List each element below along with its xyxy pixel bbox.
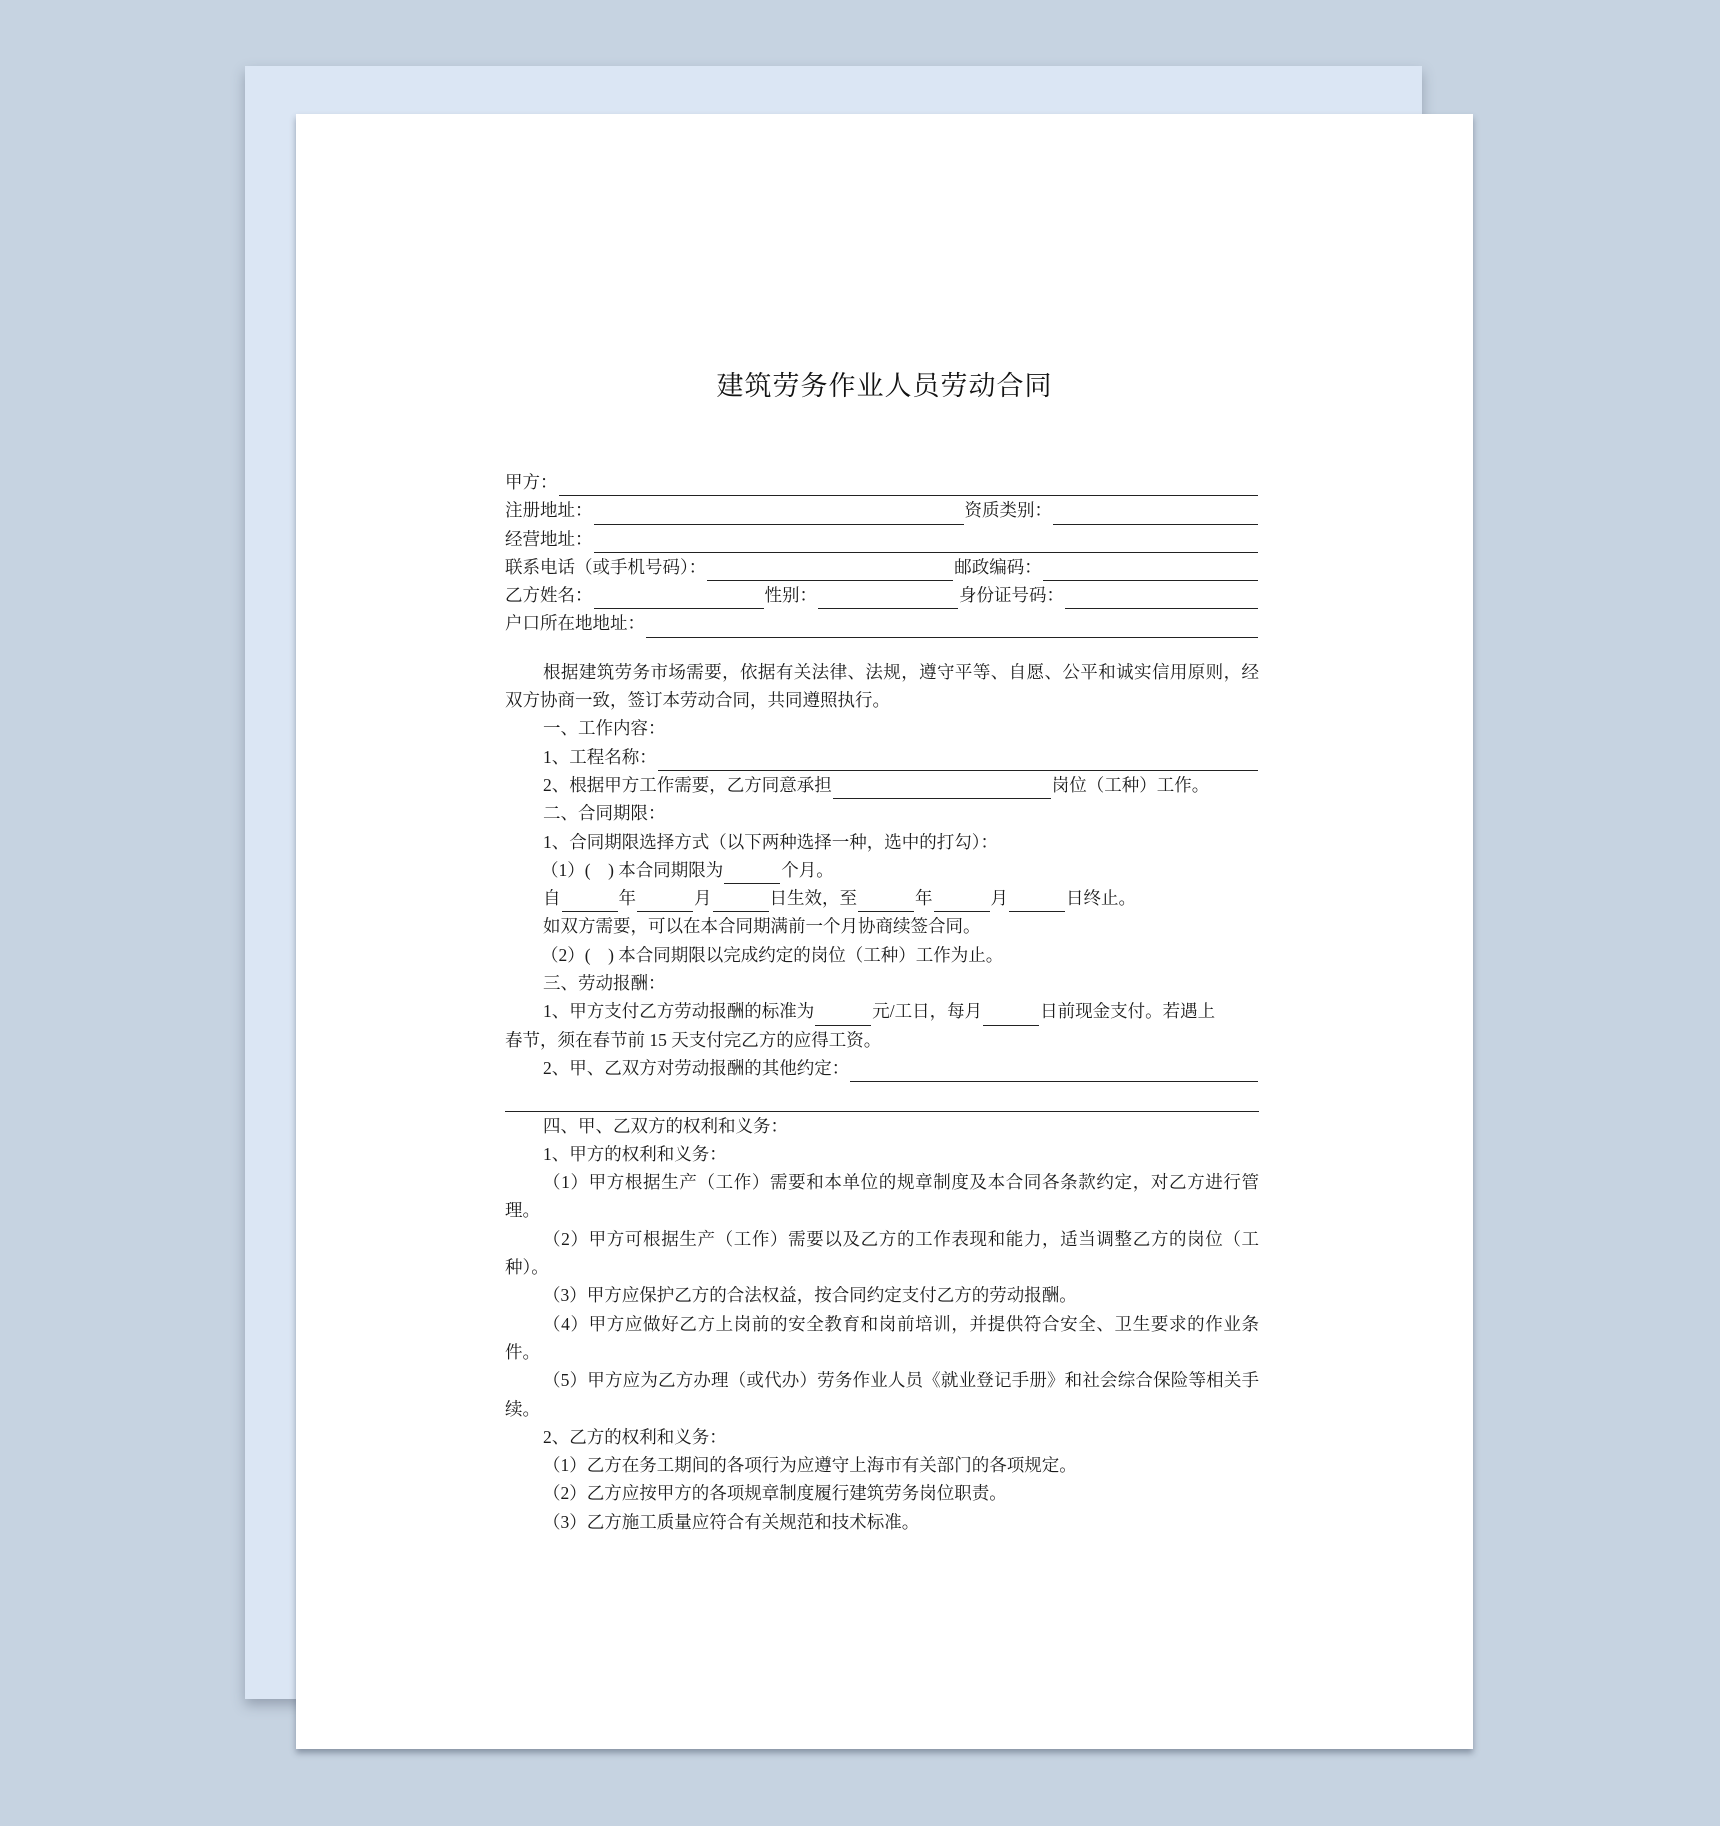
hukou-row [505, 609, 1259, 637]
other-terms-line2[interactable] [505, 1082, 1259, 1111]
wage-unit: 元/工日，每月 [872, 1001, 983, 1022]
hukou-field[interactable] [646, 619, 1258, 638]
project-name-label: 1、工程名称： [543, 746, 657, 767]
party-a-duty: （5）甲方应为乙方办理（或代办）劳务作业人员《就业登记手册》和社会综合保险等相关手续。 [505, 1370, 1259, 1419]
id-number-label: 身份证号码： [959, 585, 1064, 606]
start-year-field[interactable] [562, 893, 618, 912]
id-number-field[interactable] [1065, 590, 1258, 609]
term-dates-row [505, 884, 1259, 912]
phone-label: 联系电话（或手机号码）： [505, 556, 707, 577]
spring-festival-text: 春节，须在春节前 15 天支付完乙方的应得工资。 [505, 1029, 882, 1050]
term-option2: （2）( ) 本合同期限以完成约定的岗位（工种）工作为止。 [541, 944, 1004, 965]
term-months-field[interactable] [724, 865, 780, 884]
project-name-row [505, 743, 1259, 771]
end-day-field[interactable] [1009, 893, 1065, 912]
party-a-duty: （3）甲方应保护乙方的合法权益，按合同约定支付乙方的劳动报酬。 [543, 1285, 1077, 1306]
position-field[interactable] [833, 780, 1051, 799]
hukou-label: 户口所在地地址： [505, 613, 645, 634]
contract-body [505, 468, 1259, 1536]
end-label: 日终止。 [1066, 888, 1136, 909]
reg-address-field[interactable] [594, 506, 964, 525]
term-months-suffix: 个月。 [781, 859, 834, 880]
gender-field[interactable] [818, 590, 958, 609]
party-a-field[interactable] [559, 477, 1259, 496]
party-b-duty: （3）乙方施工质量应符合有关规范和技术标准。 [543, 1511, 920, 1532]
wage-row [505, 997, 1259, 1025]
phone-field[interactable] [707, 562, 953, 581]
party-a-row [505, 468, 1259, 496]
party-a-label: 甲方： [505, 472, 558, 492]
end-year-field[interactable] [858, 893, 914, 912]
postcode-label: 邮政编码： [954, 556, 1042, 577]
party-b-name-field[interactable] [594, 590, 764, 609]
month-label: 月 [694, 888, 712, 909]
section3-heading: 三、劳动报酬： [543, 973, 666, 994]
month-label: 月 [990, 888, 1008, 909]
gender-label: 性别： [764, 585, 817, 606]
other-terms-label: 2、甲、乙双方对劳动报酬的其他约定： [543, 1057, 850, 1078]
party-a-duty: （1）甲方根据生产（工作）需要和本单位的规章制度及本合同各条款约定，对乙方进行管理。 [505, 1172, 1259, 1221]
end-month-field[interactable] [934, 893, 990, 912]
year-label: 年 [915, 888, 933, 909]
postcode-field[interactable] [1043, 562, 1258, 581]
document-title: 建筑劳务作业人员劳动合同 [716, 371, 1053, 402]
party-b-duty: （2）乙方应按甲方的各项规章制度履行建筑劳务岗位职责。 [543, 1483, 1007, 1504]
term-option1-label: （1）( ) 本合同期限为 [541, 859, 724, 880]
party-b-name-label: 乙方姓名： [505, 585, 593, 606]
effective-label: 日生效，至 [769, 888, 857, 909]
wage-label: 1、甲方支付乙方劳动报酬的标准为 [543, 1001, 815, 1022]
position-suffix: 岗位（工种）工作。 [1051, 774, 1210, 795]
year-label: 年 [618, 888, 636, 909]
term-choice-text: 1、合同期限选择方式（以下两种选择一种，选中的打勾）： [543, 831, 998, 852]
party-a-duty: （2）甲方可根据生产（工作）需要以及乙方的工作表现和能力，适当调整乙方的岗位（工种）。 [505, 1228, 1259, 1278]
intro-paragraph: 根据建筑劳务市场需要，依据有关法律、法规，遵守平等、自愿、公平和诚实信用原则，经双方协商一致，签订本劳动合同，共同遵照执行。 [505, 661, 1259, 711]
party-a-duty: （4）甲方应做好乙方上岗前的安全教育和岗前培训，并提供符合安全、卫生要求的作业条件。 [505, 1313, 1259, 1362]
reg-address-label: 注册地址： [505, 500, 593, 521]
other-terms-field[interactable] [850, 1063, 1258, 1082]
position-row [505, 771, 1259, 799]
position-label: 2、根据甲方工作需要，乙方同意承担 [543, 774, 832, 795]
party-b-row [505, 581, 1259, 609]
pay-day-field[interactable] [983, 1007, 1039, 1026]
other-terms-row [505, 1054, 1259, 1082]
section2-heading: 二、合同期限： [543, 803, 666, 824]
daily-wage-field[interactable] [815, 1007, 871, 1026]
party-b-duties-heading: 2、乙方的权利和义务： [543, 1426, 727, 1447]
party-a-duties-heading: 1、甲方的权利和义务： [543, 1143, 727, 1164]
biz-address-row [505, 525, 1259, 553]
party-b-duty: （1）乙方在务工期间的各项行为应遵守上海市有关部门的各项规定。 [543, 1455, 1077, 1476]
from-label: 自 [543, 888, 561, 909]
term-option1-row [505, 856, 1259, 884]
section4-heading: 四、甲、乙双方的权利和义务： [543, 1115, 788, 1136]
qualification-label: 资质类别： [964, 500, 1052, 521]
contract-page [296, 114, 1473, 1749]
reg-address-row [505, 496, 1259, 524]
qualification-field[interactable] [1053, 506, 1258, 525]
biz-address-label: 经营地址： [505, 528, 593, 549]
section1-heading: 一、工作内容： [543, 718, 666, 739]
start-day-field[interactable] [713, 893, 769, 912]
biz-address-field[interactable] [594, 534, 1259, 553]
project-name-field[interactable] [658, 752, 1258, 771]
renew-text: 如双方需要，可以在本合同期满前一个月协商续签合同。 [543, 916, 981, 937]
phone-row [505, 553, 1259, 581]
pay-text: 日前现金支付。若遇上 [1040, 1001, 1216, 1022]
start-month-field[interactable] [637, 893, 693, 912]
